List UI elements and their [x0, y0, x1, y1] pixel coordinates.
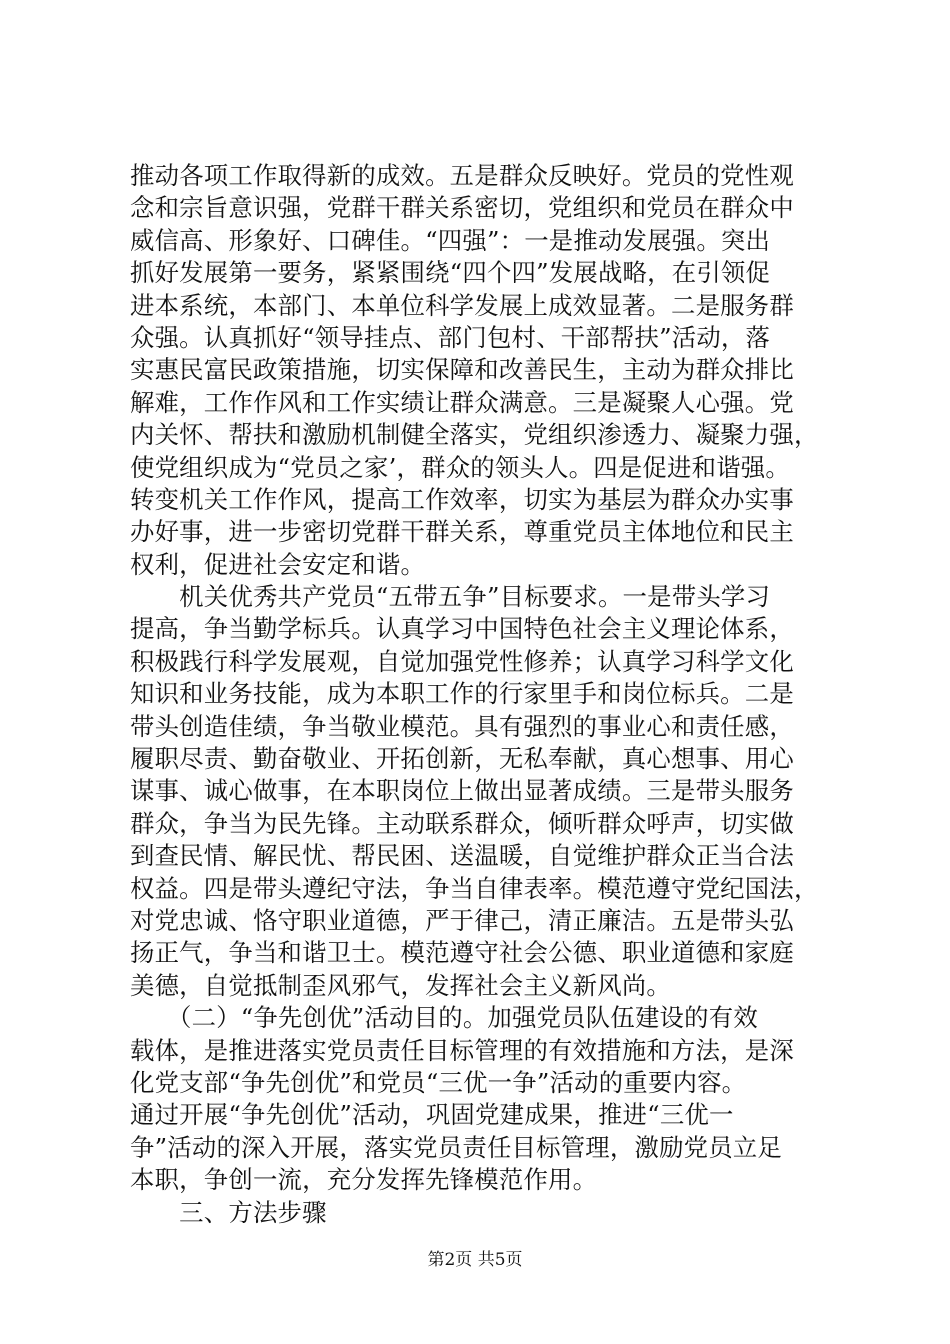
text-line: 到查民情、解民忧、帮民困、送温暖，自觉维护群众正当合法: [130, 841, 794, 871]
text-line: 内关怀、帮扶和激励机制健全落实，党组织渗透力、凝聚力强，: [130, 420, 819, 450]
text-line: 解难，工作作风和工作实绩让群众满意。三是凝聚人心强。党: [130, 387, 794, 417]
text-line: 扬正气，争当和谐卫士。模范遵守社会公德、职业道德和家庭: [130, 938, 794, 968]
text-line: 对党忠诚、恪守职业道德，严于律己，清正廉洁。五是带头弘: [130, 905, 794, 935]
text-line: 知识和业务技能，成为本职工作的行家里手和岗位标兵。二是: [130, 679, 794, 709]
text-line: 推动各项工作取得新的成效。五是群众反映好。党员的党性观: [130, 161, 794, 190]
paragraph-start-line: （二）“争先创优”活动目的。加强党员队伍建设的有效: [130, 1003, 758, 1033]
text-line: 权益。四是带头遵纪守法，争当自律表率。模范遵守党纪国法，: [130, 873, 819, 903]
text-line: 转变机关工作作风，提高工作效率，切实为基层为群众办实事: [130, 484, 794, 514]
text-line: 办好事，进一步密切党群干群关系，尊重党员主体地位和民主: [130, 517, 794, 547]
text-line: 使党组织成为“党员之家’，群众的领头人。四是促进和谐强。: [130, 452, 790, 482]
text-line: 履职尽责、勤奋敬业、开拓创新，无私奉献，真心想事、用心: [130, 744, 794, 774]
text-line: 进本系统，本部门、本单位科学发展上成效显著。二是服务群: [130, 290, 794, 320]
text-line: 化党支部“争先创优”和党员“三优一争”活动的重要内容。: [130, 1067, 747, 1097]
text-line: 争”活动的深入开展，落实党员责任目标管理，激励党员立足: [130, 1132, 783, 1162]
text-line: 群众，争当为民先锋。主动联系群众，倾听群众呼声，切实做: [130, 808, 794, 838]
text-line: 通过开展“争先创优”活动，巩固党建成果，推进“三优一: [130, 1100, 734, 1130]
text-line: 实惠民富民政策措施，切实保障和改善民生，主动为群众排比: [130, 355, 794, 385]
text-line: 载体，是推进落实党员责任目标管理的有效措施和方法，是深: [130, 1035, 794, 1065]
document-body: [130, 160, 830, 1229]
text-line: 带头创造佳绩，争当敬业模范。具有强烈的事业心和责任感，: [130, 711, 794, 741]
page-number-footer: 第2页 共5页: [427, 1250, 523, 1270]
text-line: 谋事、诚心做事，在本职岗位上做出显著成绩。三是带头服务: [130, 776, 794, 806]
text-line: 念和宗旨意识强，党群干群关系密切，党组织和党员在群众中: [130, 193, 794, 223]
paragraph-start-line: 机关优秀共产党员“五带五争”目标要求。一是带头学习: [130, 582, 771, 612]
text-line: 提高，争当勤学标兵。认真学习中国特色社会主义理论体系，: [130, 614, 794, 644]
text-line: 威信高、形象好、口碑佳。“四强”：一是推动发展强。突出: [130, 225, 771, 255]
text-line: 抓好发展第一要务，紧紧围绕“四个四”发展战略，在引领促: [130, 258, 771, 288]
section-heading: 三、方法步骤: [130, 1197, 327, 1227]
text-line: 众强。认真抓好“领导挂点、部门包村、干部帮扶”活动，落: [130, 322, 771, 352]
text-line: 权利，促进社会安定和谐。: [130, 549, 426, 579]
text-line: 积极践行科学发展观，自觉加强党性修养；认真学习科学文化: [130, 646, 794, 676]
text-line: 美德，自觉抵制歪风邪气，发挥社会主义新风尚。: [130, 970, 671, 1000]
text-line: 本职，争创一流，充分发挥先锋模范作用。: [130, 1165, 598, 1195]
